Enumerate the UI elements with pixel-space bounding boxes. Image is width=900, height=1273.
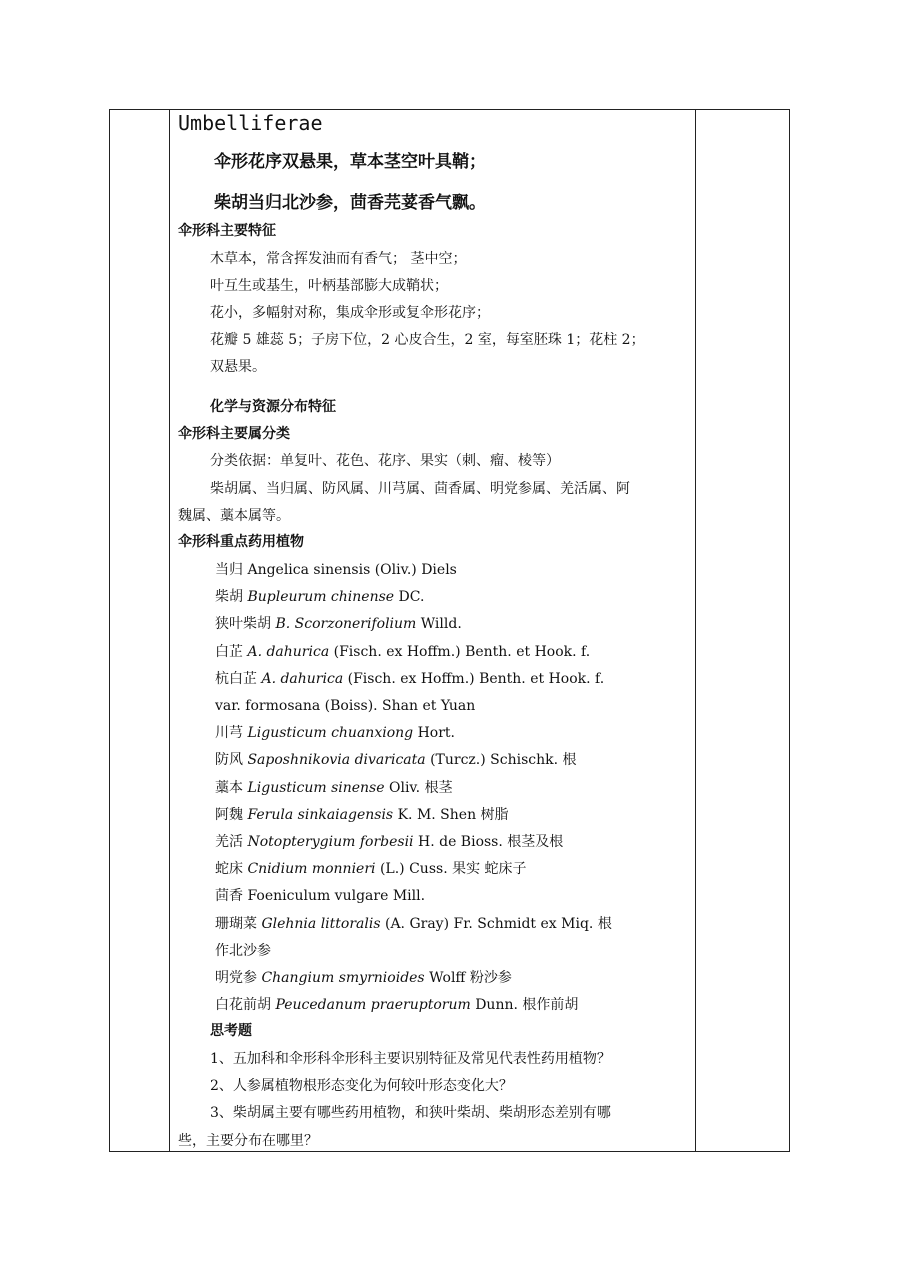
question-2: 2、人参属植物根形态变化为何较叶形态变化大？ xyxy=(210,1078,513,1094)
plant-chinese-name: 藁本 xyxy=(215,779,243,796)
plant-author: (A. Gray) Fr. Schmidt ex Miq. xyxy=(384,915,594,932)
plant-item xyxy=(215,886,425,906)
plant-item xyxy=(215,642,590,662)
plant-chinese-name: 狭叶柴胡 xyxy=(215,616,271,633)
plant-chinese-name: 当归 xyxy=(215,562,243,578)
plant-author: H. de Bioss. xyxy=(418,834,503,850)
plant-chinese-name: 羌活 xyxy=(215,834,243,850)
genera-list-line: 魏属、藁本属等。 xyxy=(178,508,290,524)
features-heading: 伞形科主要特征 xyxy=(178,223,276,239)
plant-note: 根茎及根 xyxy=(507,834,564,850)
plant-chinese-name: 防风 xyxy=(215,752,243,769)
plant-latin-name: Bupleurum chinense xyxy=(247,589,395,606)
plant-chinese-name: 茴香 xyxy=(215,888,243,905)
plant-item xyxy=(215,723,455,743)
feature-line: 木草本，常含挥发油而有香气； 茎中空； xyxy=(210,251,467,267)
plant-item xyxy=(215,778,453,798)
plant-chinese-name: 珊瑚菜 xyxy=(215,915,257,932)
question-3-line-2: 些，主要分布在哪里？ xyxy=(178,1133,318,1149)
plant-author: var. formosana (Boiss). Shan et Yuan xyxy=(215,698,476,714)
column-divider-left xyxy=(169,110,170,1151)
plant-author: (Fisch. ex Hoffm.) Benth. et Hook. f. xyxy=(333,643,591,660)
plant-author: Angelica sinensis (Oliv.) Diels xyxy=(247,562,457,578)
plant-author: Wolff xyxy=(429,970,466,986)
plants-heading: 伞形科重点药用植物 xyxy=(178,534,304,550)
table-frame xyxy=(109,109,790,1152)
plant-item xyxy=(215,805,509,825)
plant-latin-name: A. dahurica xyxy=(247,643,330,660)
plant-chinese-name: 柴胡 xyxy=(215,589,243,606)
plant-latin-name: Peucedanum praeruptorum xyxy=(275,997,471,1014)
plant-note: 果实 蛇床子 xyxy=(452,861,527,878)
plant-chinese-name: 杭白芷 xyxy=(215,670,257,687)
plant-item xyxy=(215,859,527,879)
plant-latin-name: Saposhnikovia divaricata xyxy=(247,752,426,769)
plant-latin-name: B. Scorzonerifolium xyxy=(275,616,417,633)
page-title: Umbelliferae xyxy=(178,111,323,135)
plant-note: 根作前胡 xyxy=(522,997,579,1014)
plant-chinese-name: 白花前胡 xyxy=(215,997,271,1014)
plant-item xyxy=(215,669,604,689)
plant-author: (L.) Cuss. xyxy=(379,861,448,878)
plant-item xyxy=(215,941,271,961)
genera-heading: 伞形科主要属分类 xyxy=(178,426,290,442)
plant-item xyxy=(215,587,424,607)
plant-chinese-name: 阿魏 xyxy=(215,806,243,823)
plant-chinese-name: 白芷 xyxy=(215,643,243,660)
plant-item xyxy=(215,995,578,1015)
plant-latin-name: Changium smyrnioides xyxy=(261,970,425,986)
plant-item xyxy=(215,750,577,770)
plant-author: Willd. xyxy=(420,616,462,633)
plant-author: Foeniculum vulgare Mill. xyxy=(247,888,426,905)
question-3-line-1: 3、柴胡属主要有哪些药用植物，和狭叶柴胡、柴胡形态差别有哪 xyxy=(210,1105,611,1121)
feature-line: 花小，多幅射对称，集成伞形或复伞形花序； xyxy=(210,305,490,321)
feature-line: 双悬果。 xyxy=(210,359,266,375)
chem-heading: 化学与资源分布特征 xyxy=(210,399,336,415)
plant-note: 根 xyxy=(562,752,577,769)
plant-note: 粉沙参 xyxy=(469,970,512,986)
plant-chinese-name: 川芎 xyxy=(215,725,243,742)
plant-latin-name: Cnidium monnieri xyxy=(247,861,376,878)
plant-latin-name: Ferula sinkaiagensis xyxy=(247,806,394,823)
plant-note: 树脂 xyxy=(480,806,509,823)
plant-author: Hort. xyxy=(417,725,455,742)
feature-line: 花瓣 5 雄蕊 5；子房下位，2 心皮合生，2 室，每室胚珠 1；花柱 2； xyxy=(210,332,645,348)
plant-latin-name: Glehnia littoralis xyxy=(261,915,381,932)
plant-note: 根 xyxy=(597,915,612,932)
plant-latin-name: A. dahurica xyxy=(261,670,344,687)
genera-list-line: 柴胡属、当归属、防风属、川芎属、茴香属、明党参属、羌活属、阿 xyxy=(210,481,630,497)
genera-basis: 分类依据：单复叶、花色、花序、果实（刺、瘤、棱等） xyxy=(210,453,560,469)
plant-author: Dunn. xyxy=(475,997,518,1014)
plant-author: K. M. Shen xyxy=(397,806,477,823)
plant-item xyxy=(215,914,612,934)
plant-latin-name: Ligusticum sinense xyxy=(247,779,385,796)
plant-item xyxy=(215,696,475,716)
plant-item xyxy=(215,832,563,852)
plant-latin-name: Notopterygium forbesii xyxy=(247,834,414,850)
mnemonic-line-2: 柴胡当归北沙参，茴香芫荽香气飘。 xyxy=(214,193,486,213)
plant-note: 作北沙参 xyxy=(215,942,271,959)
questions-heading: 思考题 xyxy=(210,1023,252,1039)
plant-author: Oliv. xyxy=(388,779,421,796)
plant-author: DC. xyxy=(398,589,425,606)
plant-author: (Fisch. ex Hoffm.) Benth. et Hook. f. xyxy=(347,670,605,687)
plant-item xyxy=(215,560,457,580)
column-divider-right xyxy=(695,110,696,1151)
plant-item xyxy=(215,968,512,988)
plant-item xyxy=(215,614,462,634)
feature-line: 叶互生或基生，叶柄基部膨大成鞘状； xyxy=(210,278,448,294)
mnemonic-line-1: 伞形花序双悬果，草本茎空叶具鞘； xyxy=(214,152,486,172)
plant-chinese-name: 明党参 xyxy=(215,970,257,986)
question-1: 1、五加科和伞形科伞形科主要识别特征及常见代表性药用植物？ xyxy=(210,1051,611,1067)
plant-chinese-name: 蛇床 xyxy=(215,861,243,878)
plant-author: (Turcz.) Schischk. xyxy=(430,752,559,769)
plant-note: 根茎 xyxy=(424,779,453,796)
plant-latin-name: Ligusticum chuanxiong xyxy=(247,725,414,742)
